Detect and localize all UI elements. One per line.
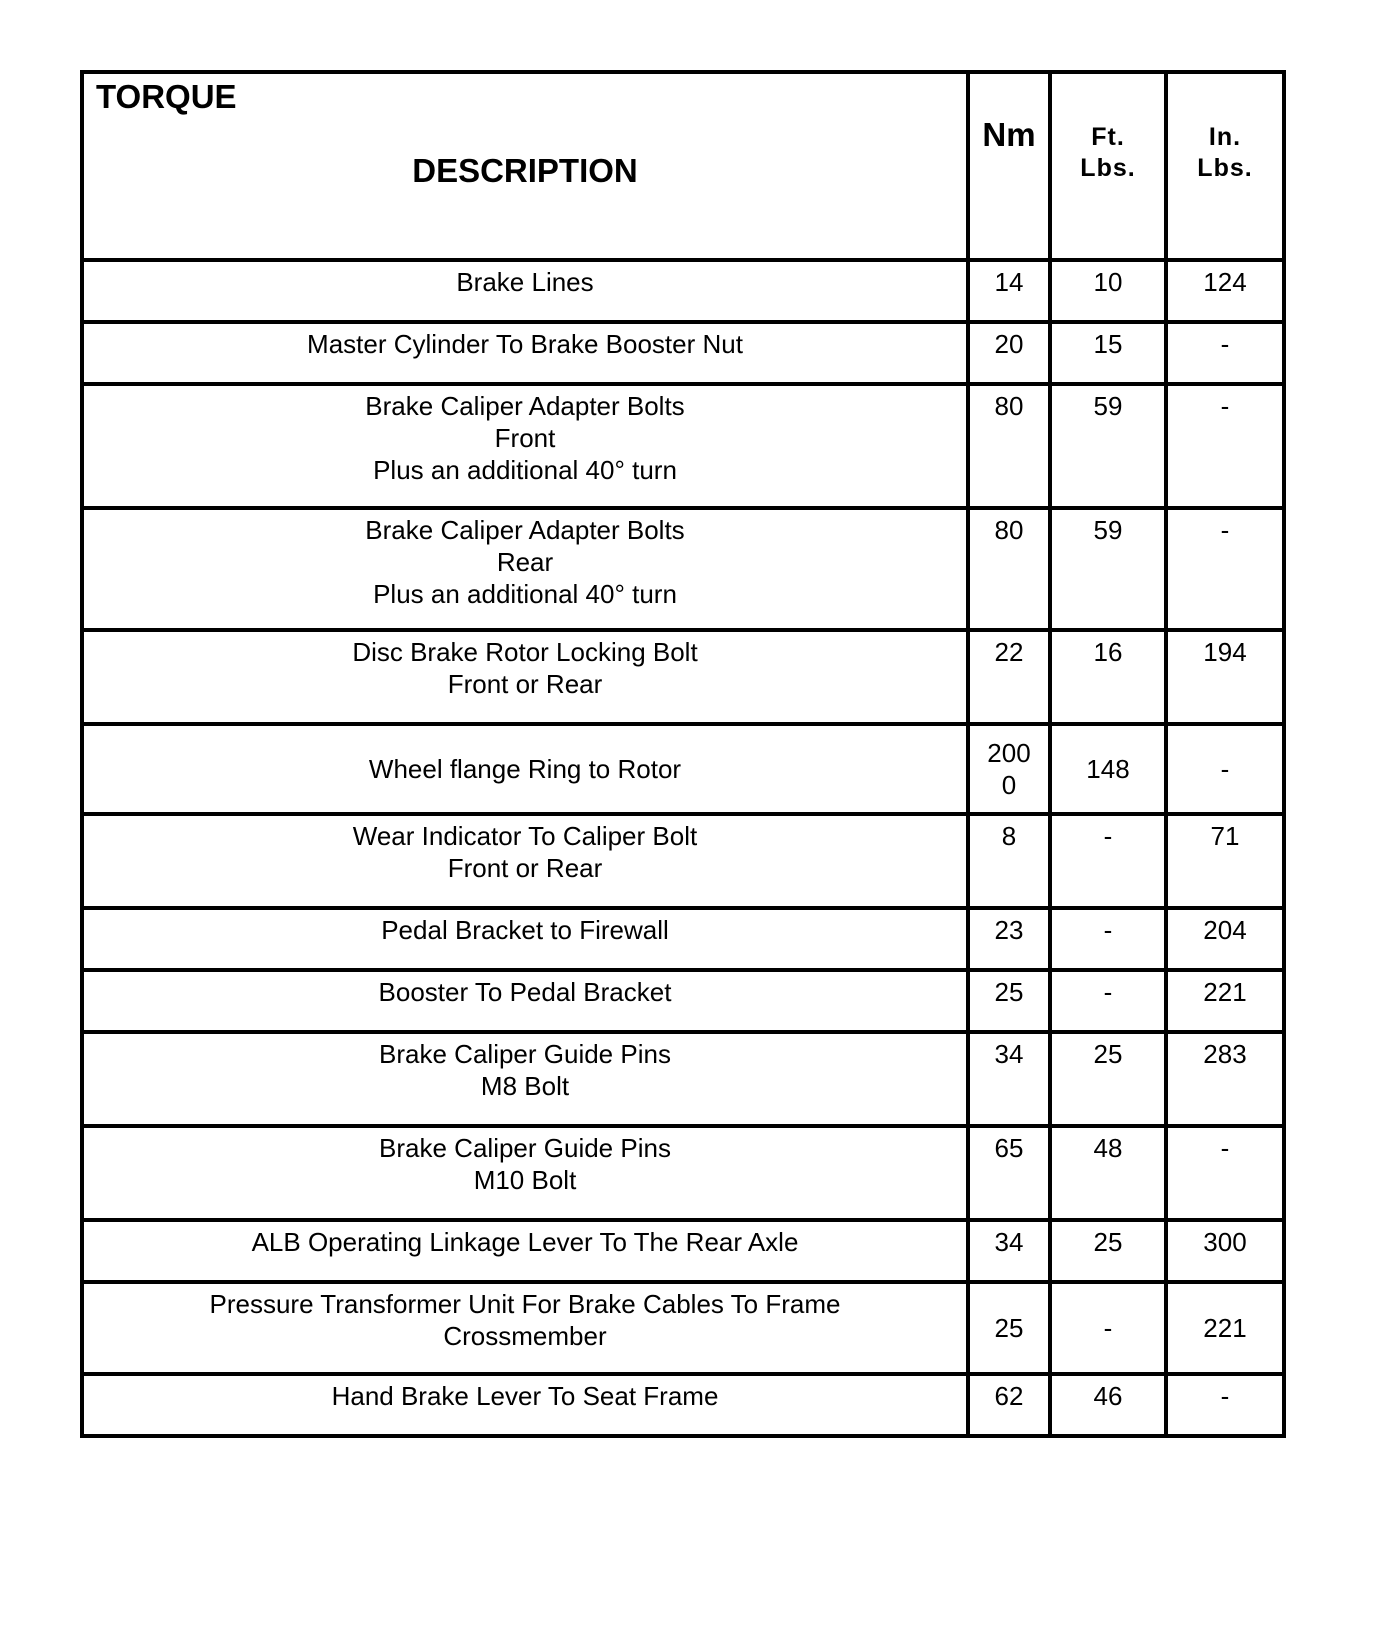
in-lbs-value-cell <box>1166 1374 1284 1436</box>
table-row <box>82 384 1284 508</box>
ft-lbs-value-cell <box>1050 1282 1166 1374</box>
nm-value-line: 80 <box>994 515 1024 545</box>
ft-heading-line: Lbs. <box>1080 154 1136 182</box>
description-text <box>84 1034 966 1102</box>
nm-value-line: 25 <box>994 977 1024 1007</box>
nm-value-line: 14 <box>994 267 1024 297</box>
description-cell <box>82 384 968 508</box>
ft-lbs-value: 25 <box>1093 1039 1123 1069</box>
nm-value-cell <box>968 1374 1050 1436</box>
table-row <box>82 724 1284 814</box>
torque-spec-table <box>80 70 1286 1438</box>
in-lbs-value-cell <box>1166 1282 1284 1374</box>
ft-lbs-value-cell <box>1050 384 1166 508</box>
description-line: Wheel flange Ring to Rotor <box>368 754 682 784</box>
description-cell <box>82 1032 968 1126</box>
nm-value <box>970 972 1048 1008</box>
description-line: Plus an additional 40° turn <box>373 579 677 609</box>
description-line: ALB Operating Linkage Lever To The Rear Axle <box>251 1227 799 1257</box>
ft-lbs-value-cell <box>1050 908 1166 970</box>
nm-value-line: 0 <box>1001 770 1017 800</box>
description-text <box>84 510 966 610</box>
nm-value-line: 34 <box>994 1039 1024 1069</box>
nm-value-line: 34 <box>994 1227 1024 1257</box>
description-line: Pressure Transformer Unit For Brake Cables To Frame <box>209 1289 841 1319</box>
description-line: Front or Rear <box>447 853 603 883</box>
nm-value-line: 80 <box>994 391 1024 421</box>
ft-lbs-value: 46 <box>1093 1381 1123 1411</box>
description-line: Brake Lines <box>456 267 594 297</box>
in-lbs-value: 221 <box>1203 977 1247 1007</box>
in-lbs-value: - <box>1220 1133 1230 1163</box>
table-row <box>82 1282 1284 1374</box>
ft-lbs-value: 59 <box>1093 391 1123 421</box>
description-cell <box>82 1126 968 1220</box>
nm-value-cell <box>968 1220 1050 1282</box>
description-line: Brake Caliper Guide Pins <box>379 1039 671 1069</box>
description-line: M10 Bolt <box>473 1165 577 1195</box>
nm-value-cell <box>968 814 1050 908</box>
ft-lbs-value: 25 <box>1093 1227 1123 1257</box>
ft-lbs-value-cell <box>1050 508 1166 630</box>
in-lbs-heading <box>1168 122 1282 184</box>
description-text <box>84 632 966 700</box>
ft-lbs-value: 48 <box>1093 1133 1123 1163</box>
nm-value-line: 23 <box>994 915 1024 945</box>
nm-value-line: 22 <box>994 637 1024 667</box>
nm-value-cell <box>968 908 1050 970</box>
in-lbs-value: 283 <box>1203 1039 1247 1069</box>
description-line: Plus an additional 40° turn <box>373 455 677 485</box>
nm-value-cell <box>968 724 1050 814</box>
nm-value-cell <box>968 384 1050 508</box>
description-heading: DESCRIPTION <box>412 152 638 189</box>
description-line: Booster To Pedal Bracket <box>378 977 672 1007</box>
description-line: Disc Brake Rotor Locking Bolt <box>352 637 698 667</box>
in-lbs-value: 300 <box>1203 1227 1247 1257</box>
nm-value <box>970 632 1048 668</box>
table-body <box>82 260 1284 1436</box>
in-lbs-value-cell <box>1166 260 1284 322</box>
nm-value-line: 25 <box>994 1313 1024 1343</box>
nm-value <box>970 510 1048 546</box>
ft-lbs-header-cell <box>1050 72 1166 260</box>
description-text <box>84 1284 966 1352</box>
in-lbs-value-cell <box>1166 322 1284 384</box>
nm-value-cell <box>968 260 1050 322</box>
ft-lbs-heading <box>1052 122 1164 184</box>
in-heading-line: In. <box>1208 123 1242 151</box>
ft-lbs-value-cell <box>1050 1374 1166 1436</box>
table-row <box>82 814 1284 908</box>
table-row <box>82 1126 1284 1220</box>
nm-value-line: 62 <box>994 1381 1024 1411</box>
description-cell <box>82 1220 968 1282</box>
in-lbs-value: - <box>1220 391 1230 421</box>
ft-lbs-value-cell <box>1050 970 1166 1032</box>
ft-lbs-value-cell <box>1050 724 1166 814</box>
nm-value <box>970 1312 1048 1344</box>
header-row <box>82 72 1284 260</box>
nm-value-cell <box>968 1032 1050 1126</box>
ft-lbs-value-cell <box>1050 630 1166 724</box>
nm-value-line: 8 <box>1001 821 1017 851</box>
in-lbs-value-cell <box>1166 908 1284 970</box>
ft-lbs-value: - <box>1103 977 1113 1007</box>
in-lbs-header-cell <box>1166 72 1284 260</box>
ft-lbs-value: - <box>1103 1313 1113 1343</box>
nm-value <box>970 1222 1048 1258</box>
in-lbs-value: - <box>1220 1381 1230 1411</box>
nm-value <box>970 386 1048 422</box>
description-line: Wear Indicator To Caliper Bolt <box>352 821 698 851</box>
ft-lbs-value-cell <box>1050 1032 1166 1126</box>
description-line: Brake Caliper Adapter Bolts <box>365 391 685 421</box>
in-lbs-value-cell <box>1166 814 1284 908</box>
description-text <box>84 324 966 360</box>
in-lbs-value: 194 <box>1203 637 1247 667</box>
description-cell <box>82 908 968 970</box>
in-lbs-value: 221 <box>1203 1313 1247 1343</box>
table-row <box>82 1374 1284 1436</box>
in-lbs-value: - <box>1220 515 1230 545</box>
in-lbs-value-cell <box>1166 384 1284 508</box>
nm-value-line: 65 <box>994 1133 1024 1163</box>
description-line: Brake Caliper Guide Pins <box>379 1133 671 1163</box>
description-line: Hand Brake Lever To Seat Frame <box>331 1381 719 1411</box>
description-cell <box>82 970 968 1032</box>
description-cell <box>82 322 968 384</box>
description-text <box>84 1376 966 1412</box>
table-row <box>82 970 1284 1032</box>
table-row <box>82 322 1284 384</box>
in-lbs-value-cell <box>1166 1032 1284 1126</box>
description-header-cell <box>82 72 968 260</box>
nm-value-cell <box>968 970 1050 1032</box>
ft-lbs-value: - <box>1103 821 1113 851</box>
ft-lbs-value: 10 <box>1093 267 1123 297</box>
ft-heading-line: Ft. <box>1091 123 1125 151</box>
description-cell <box>82 260 968 322</box>
ft-lbs-value: 16 <box>1093 637 1123 667</box>
ft-lbs-value-cell <box>1050 322 1166 384</box>
nm-value <box>970 262 1048 298</box>
ft-lbs-value: - <box>1103 915 1113 945</box>
nm-value <box>970 1128 1048 1164</box>
nm-value-cell <box>968 1282 1050 1374</box>
description-text <box>84 910 966 946</box>
description-cell <box>82 508 968 630</box>
in-lbs-value-cell <box>1166 1220 1284 1282</box>
nm-header-cell <box>968 72 1050 260</box>
description-text <box>84 816 966 884</box>
table-row <box>82 630 1284 724</box>
nm-value <box>970 737 1048 801</box>
in-lbs-value: 124 <box>1203 267 1247 297</box>
description-text <box>84 386 966 486</box>
ft-lbs-value-cell <box>1050 1220 1166 1282</box>
description-line: M8 Bolt <box>480 1071 570 1101</box>
ft-lbs-value: 59 <box>1093 515 1123 545</box>
description-line: Front <box>494 423 556 453</box>
description-cell <box>82 724 968 814</box>
nm-value-line: 20 <box>994 329 1024 359</box>
table-row <box>82 1032 1284 1126</box>
nm-value <box>970 910 1048 946</box>
nm-value <box>970 816 1048 852</box>
nm-value-cell <box>968 508 1050 630</box>
nm-value-cell <box>968 630 1050 724</box>
description-text <box>84 972 966 1008</box>
ft-lbs-value-cell <box>1050 814 1166 908</box>
description-text <box>84 262 966 298</box>
nm-value <box>970 1376 1048 1412</box>
nm-value <box>970 324 1048 360</box>
ft-lbs-value-cell <box>1050 1126 1166 1220</box>
in-lbs-value-cell <box>1166 724 1284 814</box>
description-text <box>84 753 966 785</box>
table-row <box>82 908 1284 970</box>
ft-lbs-value: 15 <box>1093 329 1123 359</box>
description-line: Master Cylinder To Brake Booster Nut <box>307 329 743 359</box>
description-cell <box>82 1374 968 1436</box>
description-line: Front or Rear <box>447 669 603 699</box>
nm-value-line: 200 <box>987 738 1031 768</box>
description-cell <box>82 814 968 908</box>
description-line: Crossmember <box>443 1321 607 1351</box>
description-cell <box>82 1282 968 1374</box>
table-row <box>82 1220 1284 1282</box>
in-lbs-value: 71 <box>1210 821 1240 851</box>
in-lbs-value: 204 <box>1203 915 1247 945</box>
in-lbs-value-cell <box>1166 1126 1284 1220</box>
description-line: Brake Caliper Adapter Bolts <box>365 515 685 545</box>
nm-value <box>970 1034 1048 1070</box>
in-lbs-value-cell <box>1166 508 1284 630</box>
description-cell <box>82 630 968 724</box>
ft-lbs-value-cell <box>1050 260 1166 322</box>
description-line: Rear <box>496 547 554 577</box>
table-row <box>82 508 1284 630</box>
description-text <box>84 1128 966 1196</box>
nm-value-cell <box>968 322 1050 384</box>
torque-heading: TORQUE <box>96 78 237 115</box>
in-heading-line: Lbs. <box>1197 154 1253 182</box>
ft-lbs-value: 148 <box>1086 754 1130 784</box>
in-lbs-value-cell <box>1166 970 1284 1032</box>
in-lbs-value-cell <box>1166 630 1284 724</box>
in-lbs-value: - <box>1220 329 1230 359</box>
nm-heading: Nm <box>982 116 1036 153</box>
description-line: Pedal Bracket to Firewall <box>381 915 669 945</box>
in-lbs-value: - <box>1220 754 1230 784</box>
description-text <box>84 1222 966 1258</box>
nm-value-cell <box>968 1126 1050 1220</box>
table-row <box>82 260 1284 322</box>
